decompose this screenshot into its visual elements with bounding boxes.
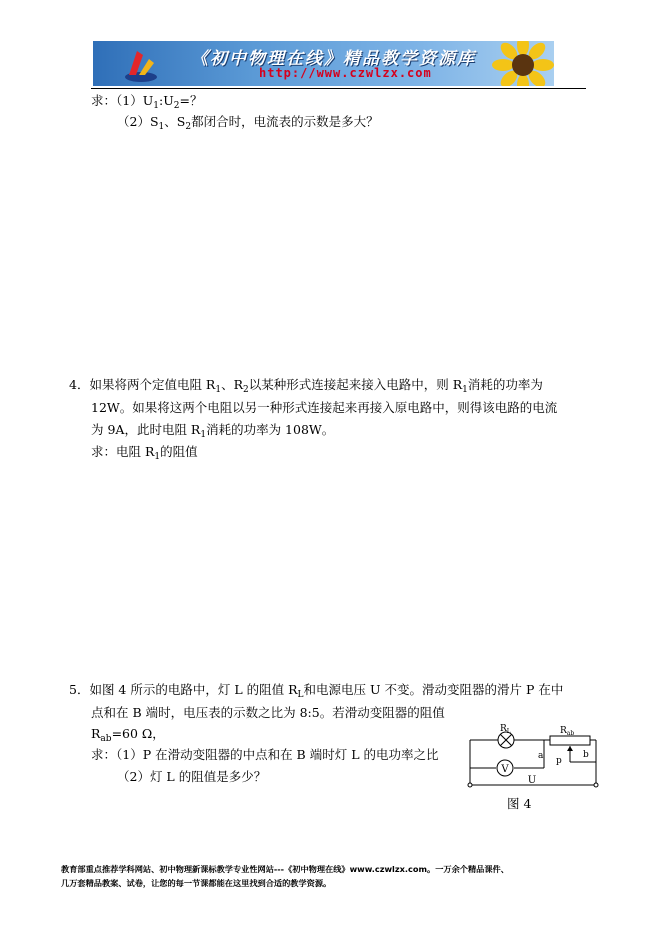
sunflower-icon [488,41,554,86]
label-p: p [556,756,562,766]
q4-line1: 4．如果将两个定值电阻 $R_1$、$R_2$以某种形式连接起来接入电路中，则 $R_1$消耗的功率为 [69,377,543,395]
q3-part2: $(2)S_1$、$S_2$都闭合时，电流表的示数是多大？ [117,114,379,132]
q5-ask2: （2）灯 L 的阻值是多少？ [117,769,267,784]
label-rl: $R_L$ [500,724,511,735]
footer-line2: 几万套精品教案、试卷，让您的每一节课都能在这里找到合适的教学资源。 [61,878,332,888]
banner-title: 《初中物理在线》精品教学资源库 [191,49,476,69]
q5-ask1: 求：（1）P 在滑动变阻器的中点和在 B 端时灯 L 的电功率之比 [91,747,439,762]
header-rule [91,88,586,89]
terminal-left-icon [468,783,472,787]
header-banner [93,41,554,86]
q4-line3: 为 9A，此时电阻 $R_1$消耗的功率为 108W。 [91,422,335,440]
label-u: U [527,775,537,786]
q5-line3: $R_{ab}=60$ Ω， [91,726,165,744]
q5-line2: 点和在 B 端时，电压表的示数之比为 8:5。若滑动变阻器的阻值 [91,705,445,720]
q5-line1: 5．如图 4 所示的电路中，灯 L 的阻值 $R_L$和电源电压 U 不变。滑动变阻器的滑片 P 在中 [69,682,564,700]
label-b: b [583,750,589,760]
label-rab: $R_{ab}$ [560,726,575,737]
rheostat-icon [550,736,590,745]
terminal-right-icon [594,783,598,787]
banner-url: http://www.czwlzx.com [259,66,432,80]
footer-line1: 教育部重点推荐学科网站、初中物理新课标教学专业性网站---《初中物理在线》www.czwlzx.com。一万余个精品课件、 [61,864,509,874]
voltmeter-label: V [501,764,509,775]
q3-ask: 求：$(1)U_1:U_2=$？ [91,93,203,111]
circuit-diagram [462,722,600,792]
q4-line2: 12W。如果将这两个电阻以另一种形式连接起来再接入原电路中，则得该电路的电流 [91,400,558,415]
q4-ask: 求：电阻 $R_1$的阻值 [91,444,198,462]
slider-arrow-icon [567,746,573,751]
label-a: a [538,751,544,761]
figure-caption: 图 4 [507,796,532,811]
site-logo-icon [121,45,161,83]
